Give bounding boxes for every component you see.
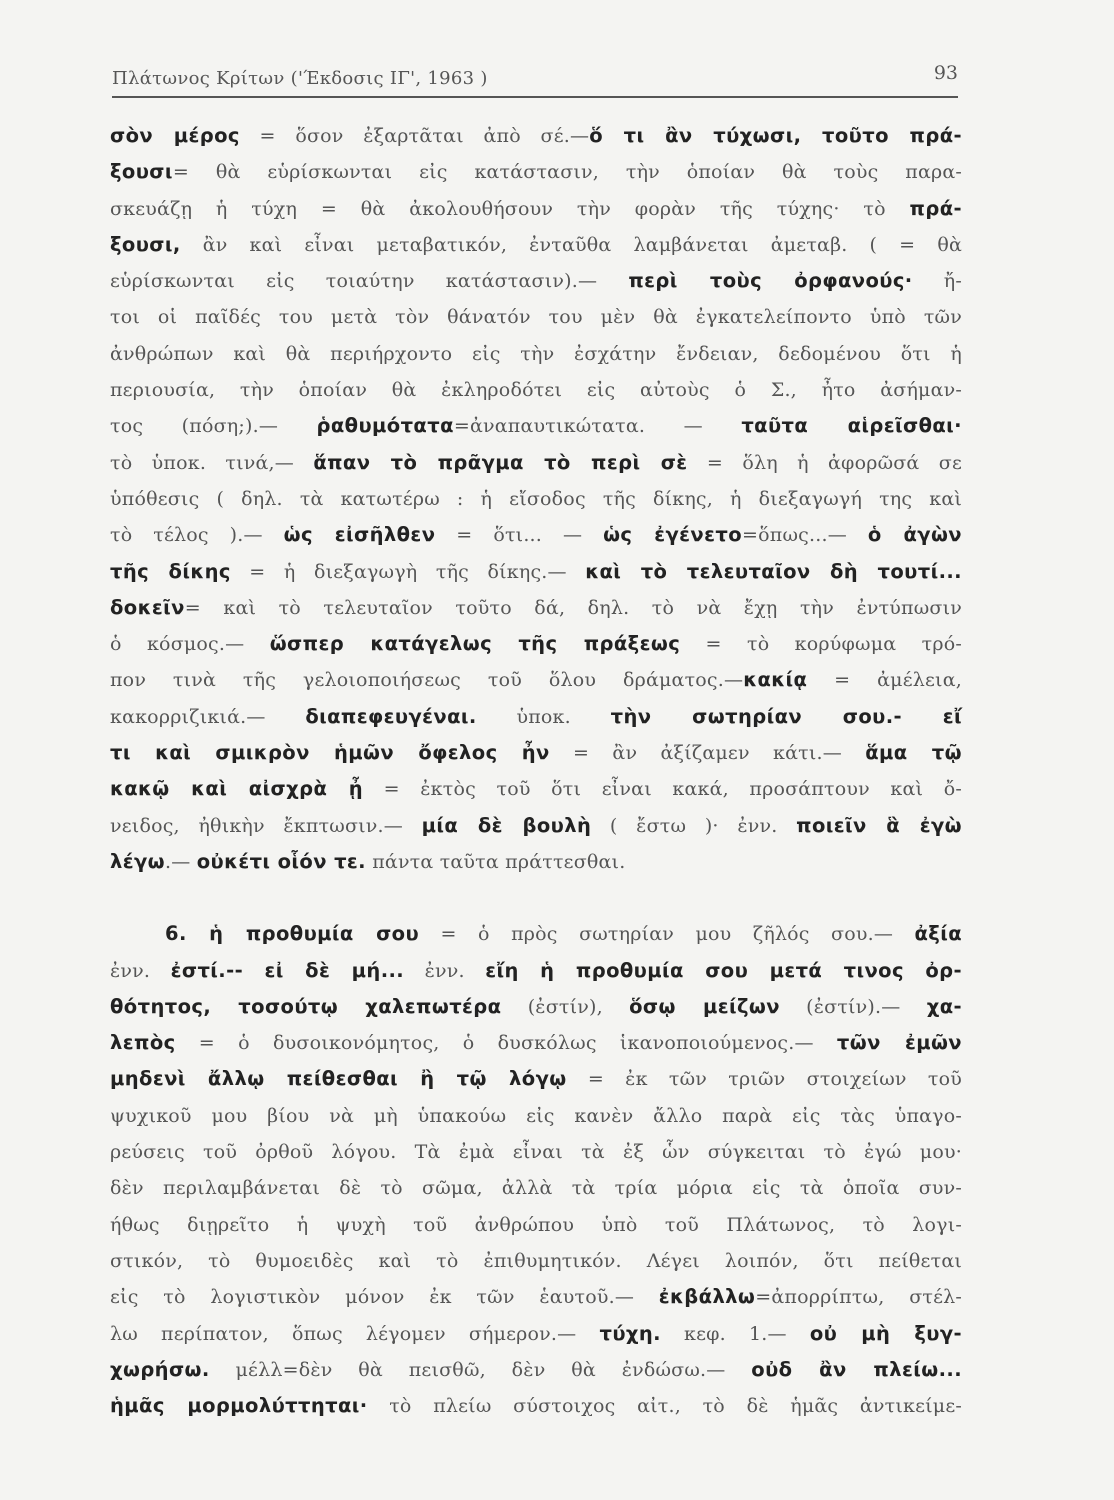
running-head [112,62,958,98]
gloss-text: =ἀναπαυτικώτατα. — [453,415,742,438]
gloss-text: = ὁ δυσοικονόμητος, ὁ δυσκόλως ἱκανοποιούμενος.— [175,1032,837,1055]
gloss-text: πον τινὰ τῆς γελοιοποιήσεως τοῦ ὅλου δράματος.— [110,669,744,692]
gloss-text: = ὁ πρὸς σωτηρίαν μου ζῆλός σου.— [419,923,915,946]
commentary-body [110,118,962,1424]
gloss-text: τος (πόση;).— [110,415,317,438]
lemma-term: εἴη ἡ προθυμία σου μετά τινος ὀρ- [485,958,962,982]
text-line [110,771,962,807]
gloss-text: ἂν καὶ εἶναι μεταβατικόν, ἐνταῦθα λαμβάνεται ἀμεταβ. ( = θὰ [180,233,962,256]
lemma-term: σὸν μέρος [110,124,240,147]
gloss-text: λω περίπατον, ὅπως λέγομεν σήμερον.— [110,1322,600,1345]
text-line [110,154,962,190]
lemma-term: χωρήσω. [110,1357,210,1381]
text-line [110,554,962,590]
text-line [110,1061,962,1097]
text-line [110,372,962,408]
text-line [110,408,962,444]
text-line [110,916,962,952]
lemma-term: ταῦτα αἱρεῖσθαι· [741,414,962,438]
gloss-text: = ὅλη ἡ ἀφορῶσά σε [687,451,963,474]
gloss-text: ψυχικοῦ μου βίου νὰ μὴ ὑπακούω εἰς κανὲν ἄλλο παρὰ εἰς τὰς ὑπαγο- [110,1104,962,1127]
gloss-text: = ἐκτὸς τοῦ ὅτι εἶναι κακά, προσάπτουν καὶ ὄ- [363,778,962,801]
gloss-text: (ἐστίν), [501,995,630,1018]
text-line [110,1207,962,1243]
gloss-text: στικόν, τὸ θυμοειδὲς καὶ τὸ ἐπιθυμητικόν. Λέγει λοιπόν, ὅτι πείθεται [110,1249,962,1272]
lemma-term: ἅμα τῷ [865,741,962,765]
gloss-text: πάντα ταῦτα πράττεσθαι. [366,850,626,873]
lemma-term: ὥσπερ κατάγελως τῆς πράξεως [269,632,681,656]
gloss-text: δὲν περιλαμβάνεται δὲ τὸ σῶμα, ἀλλὰ τὰ τρία μόρια εἰς τὰ ὁποῖα συν- [110,1177,962,1200]
page-number: 93 [933,62,958,84]
lemma-term: ῥαθυμότατα [316,414,454,438]
paragraph-2 [110,916,962,1424]
lemma-term: τύχη. [599,1321,661,1345]
lemma-term: ξουσι, [110,232,181,256]
lemma-term: τῆς δίκης [110,559,231,583]
lemma-term: θότητος, τοσούτῳ χαλεπωτέρα [110,994,502,1018]
text-line [110,481,962,517]
gloss-text: = καὶ τὸ τελευταῖον τοῦτο δά, δηλ. τὸ νὰ ἔχῃ τὴν ἐντύπωσιν [184,596,962,619]
running-title: Πλάτωνος Κρίτων ('Έκδοσις ΙΓ', 1963 ) [112,68,488,89]
lemma-term: ὡς ἐγένετο [603,523,742,547]
gloss-text: τὸ ὑποκ. τινά,— [110,451,314,474]
gloss-text: = ἂν ἀξίζαμεν κάτι.— [549,742,866,765]
gloss-text: ἐνν. [404,959,486,982]
lemma-term: ὅσῳ μείζων [629,994,780,1018]
lemma-term: ἐκβάλλω [658,1285,756,1309]
lemma-term: χα- [926,994,962,1018]
lemma-term: ὁ ἀγὼν [867,523,962,547]
text-line [110,517,962,553]
paragraph-gap [110,880,962,916]
lemma-term: ἅπαν τὸ πρᾶγμα τὸ περὶ σὲ [313,450,688,474]
text-line [110,1243,962,1279]
gloss-text: μέλλ=δὲν θὰ πεισθῶ, δὲν θὰ ἐνδώσω.— [209,1358,752,1381]
gloss-text: σκευάζῃ ἡ τύχη = θὰ ἀκολουθήσουν τὴν φορὰν τῆς τύχης· τὸ [110,197,910,220]
gloss-text: ὑπόθεσις ( δηλ. τὰ κατωτέρω : ἡ εἴσοδος τῆς δίκης, ἡ διεξαγωγή της καὶ [110,487,962,510]
gloss-text: ἀνθρώπων καὶ θὰ περιήρχοντο εἰς τὴν ἐσχάτην ἔνδειαν, δεδομένου ὅτι ἡ [110,342,962,365]
lemma-term: λεπὸς [110,1031,176,1055]
gloss-text: ήθως διῃρεῖτο ἡ ψυχὴ τοῦ ἀνθρώπου ὑπὸ τοῦ Πλάτωνος, τὸ λογι- [110,1213,962,1236]
gloss-text: τὸ τέλος ).— [110,524,284,547]
text-line [110,336,962,372]
gloss-text: κακορριζικιά.— [110,705,306,728]
lemma-term: καὶ τὸ τελευταῖον δὴ τουτί... [585,559,962,583]
lemma-term: οὐδ ἂν πλείω... [751,1357,962,1381]
text-line [110,118,962,154]
text-line [110,1388,962,1424]
text-line [110,808,962,844]
text-line [110,662,962,698]
lemma-term: δοκεῖν [110,595,185,619]
text-line [110,1279,962,1315]
text-line [110,191,962,227]
gloss-text: = ἡ διεξαγωγὴ τῆς δίκης.— [230,560,586,583]
lemma-term: ποιεῖν ἃ ἐγὼ [796,813,963,837]
gloss-text: = ἀμέλεια, [807,669,962,692]
gloss-text: ἤ- [912,270,963,293]
gloss-text: ἐνν. [110,959,171,982]
text-line [110,1170,962,1206]
lemma-term: μία δὲ βουλὴ [421,813,592,837]
lemma-term: οὐκέτι οἷόν τε. [196,849,366,873]
text-line [110,699,962,735]
gloss-text: = τὸ κορύφωμα τρό- [680,633,962,656]
lemma-term: ὅ τι ἂν τύχωσι, τοῦτο πρά- [589,124,962,147]
text-line [110,1025,962,1061]
lemma-term: 6. ἡ προθυμία σου [165,922,420,946]
gloss-text: = ἐκ τῶν τριῶν στοιχείων τοῦ [566,1068,962,1091]
lemma-term: ἡμᾶς μορμολύττηται· [110,1394,368,1418]
lemma-term: οὐ μὴ ξυγ- [809,1321,962,1345]
lemma-term: μηδενὶ ἄλλῳ πείθεσθαι ἢ τῷ λόγῳ [110,1067,567,1091]
lemma-term: κακῷ καὶ αἰσχρὰ ᾖ [110,777,364,801]
gloss-text: = ὅσον ἐξαρτᾶται ἀπὸ σέ.— [239,125,590,147]
gloss-text: = θὰ εὑρίσκωνται εἰς κατάστασιν, τὴν ὁποίαν θὰ τοὺς παρα- [172,161,962,184]
gloss-text: εἰς τὸ λογιστικὸν μόνον ἐκ τῶν ἑαυτοῦ.— [110,1286,659,1309]
gloss-text: =ἀπορρίπτω, στέλ- [755,1286,962,1309]
gloss-text: ( ἔστω )· ἐνν. [591,814,797,837]
lemma-term: ὡς εἰσῆλθεν [283,523,436,547]
lemma-term: διαπεφευγέναι. [305,704,477,728]
text-line [110,626,962,662]
text-line [110,1316,962,1352]
text-line [110,299,962,335]
text-line [110,953,962,989]
gloss-text: (ἐστίν).— [779,995,927,1018]
gloss-text: ὑποκ. [476,705,611,728]
text-line [110,735,962,771]
gloss-text: =ὅπως...— [742,524,868,547]
gloss-text: = ὅτι... — [435,524,604,547]
text-line [110,263,962,299]
text-line [110,844,962,880]
gloss-text: ρεύσεις τοῦ ὀρθοῦ λόγου. Τὰ ἐμὰ εἶναι τὰ ἐξ ὧν σύγκειται τὸ ἐγώ μου· [110,1141,962,1164]
text-line [110,1134,962,1170]
lemma-term: τι καὶ σμικρὸν ἡμῶν ὄφελος ἦν [110,741,550,765]
gloss-text: τοι οἱ παῖδές του μετὰ τὸν θάνατόν του μὲν θὰ ἐγκατελείποντο ὑπὸ τῶν [110,306,962,329]
gloss-text: περιουσία, τὴν ὁποίαν θὰ ἐκληροδότει εἰς αὐτοὺς ὁ Σ., ἦτο ἀσήμαν- [110,379,962,402]
text-line [110,590,962,626]
gloss-text: ὁ κόσμος.— [110,633,270,656]
text-line [110,227,962,263]
text-line [110,1098,962,1134]
gloss-text: εὑρίσκωνται εἰς τοιαύτην κατάστασιν).— [110,270,629,293]
text-line [110,989,962,1025]
gloss-text: τὸ πλείω σύστοιχος αἰτ., τὸ δὲ ἡμᾶς ἀντικείμε- [367,1395,963,1418]
lemma-term: ἀξία [914,922,962,946]
text-line [110,445,962,481]
lemma-term: κακίᾳ [743,668,808,692]
lemma-term: τῶν ἐμῶν [836,1031,962,1055]
lemma-term: ξουσι [110,160,173,184]
lemma-term: περὶ τοὺς ὀρφανούς· [628,269,913,293]
lemma-term: πρά- [909,196,962,220]
gloss-text: .— [165,850,197,873]
text-line [110,1352,962,1388]
lemma-term: λέγω [110,849,166,873]
lemma-term: τὴν σωτηρίαν σου.- εἴ [610,704,963,728]
gloss-text: νειδος, ἠθικὴν ἔκπτωσιν.— [110,814,422,837]
gloss-text: κεφ. 1.— [660,1322,810,1345]
paragraph-1 [110,118,962,880]
lemma-term: ἐστί.-- εἰ δὲ μή... [170,958,405,982]
